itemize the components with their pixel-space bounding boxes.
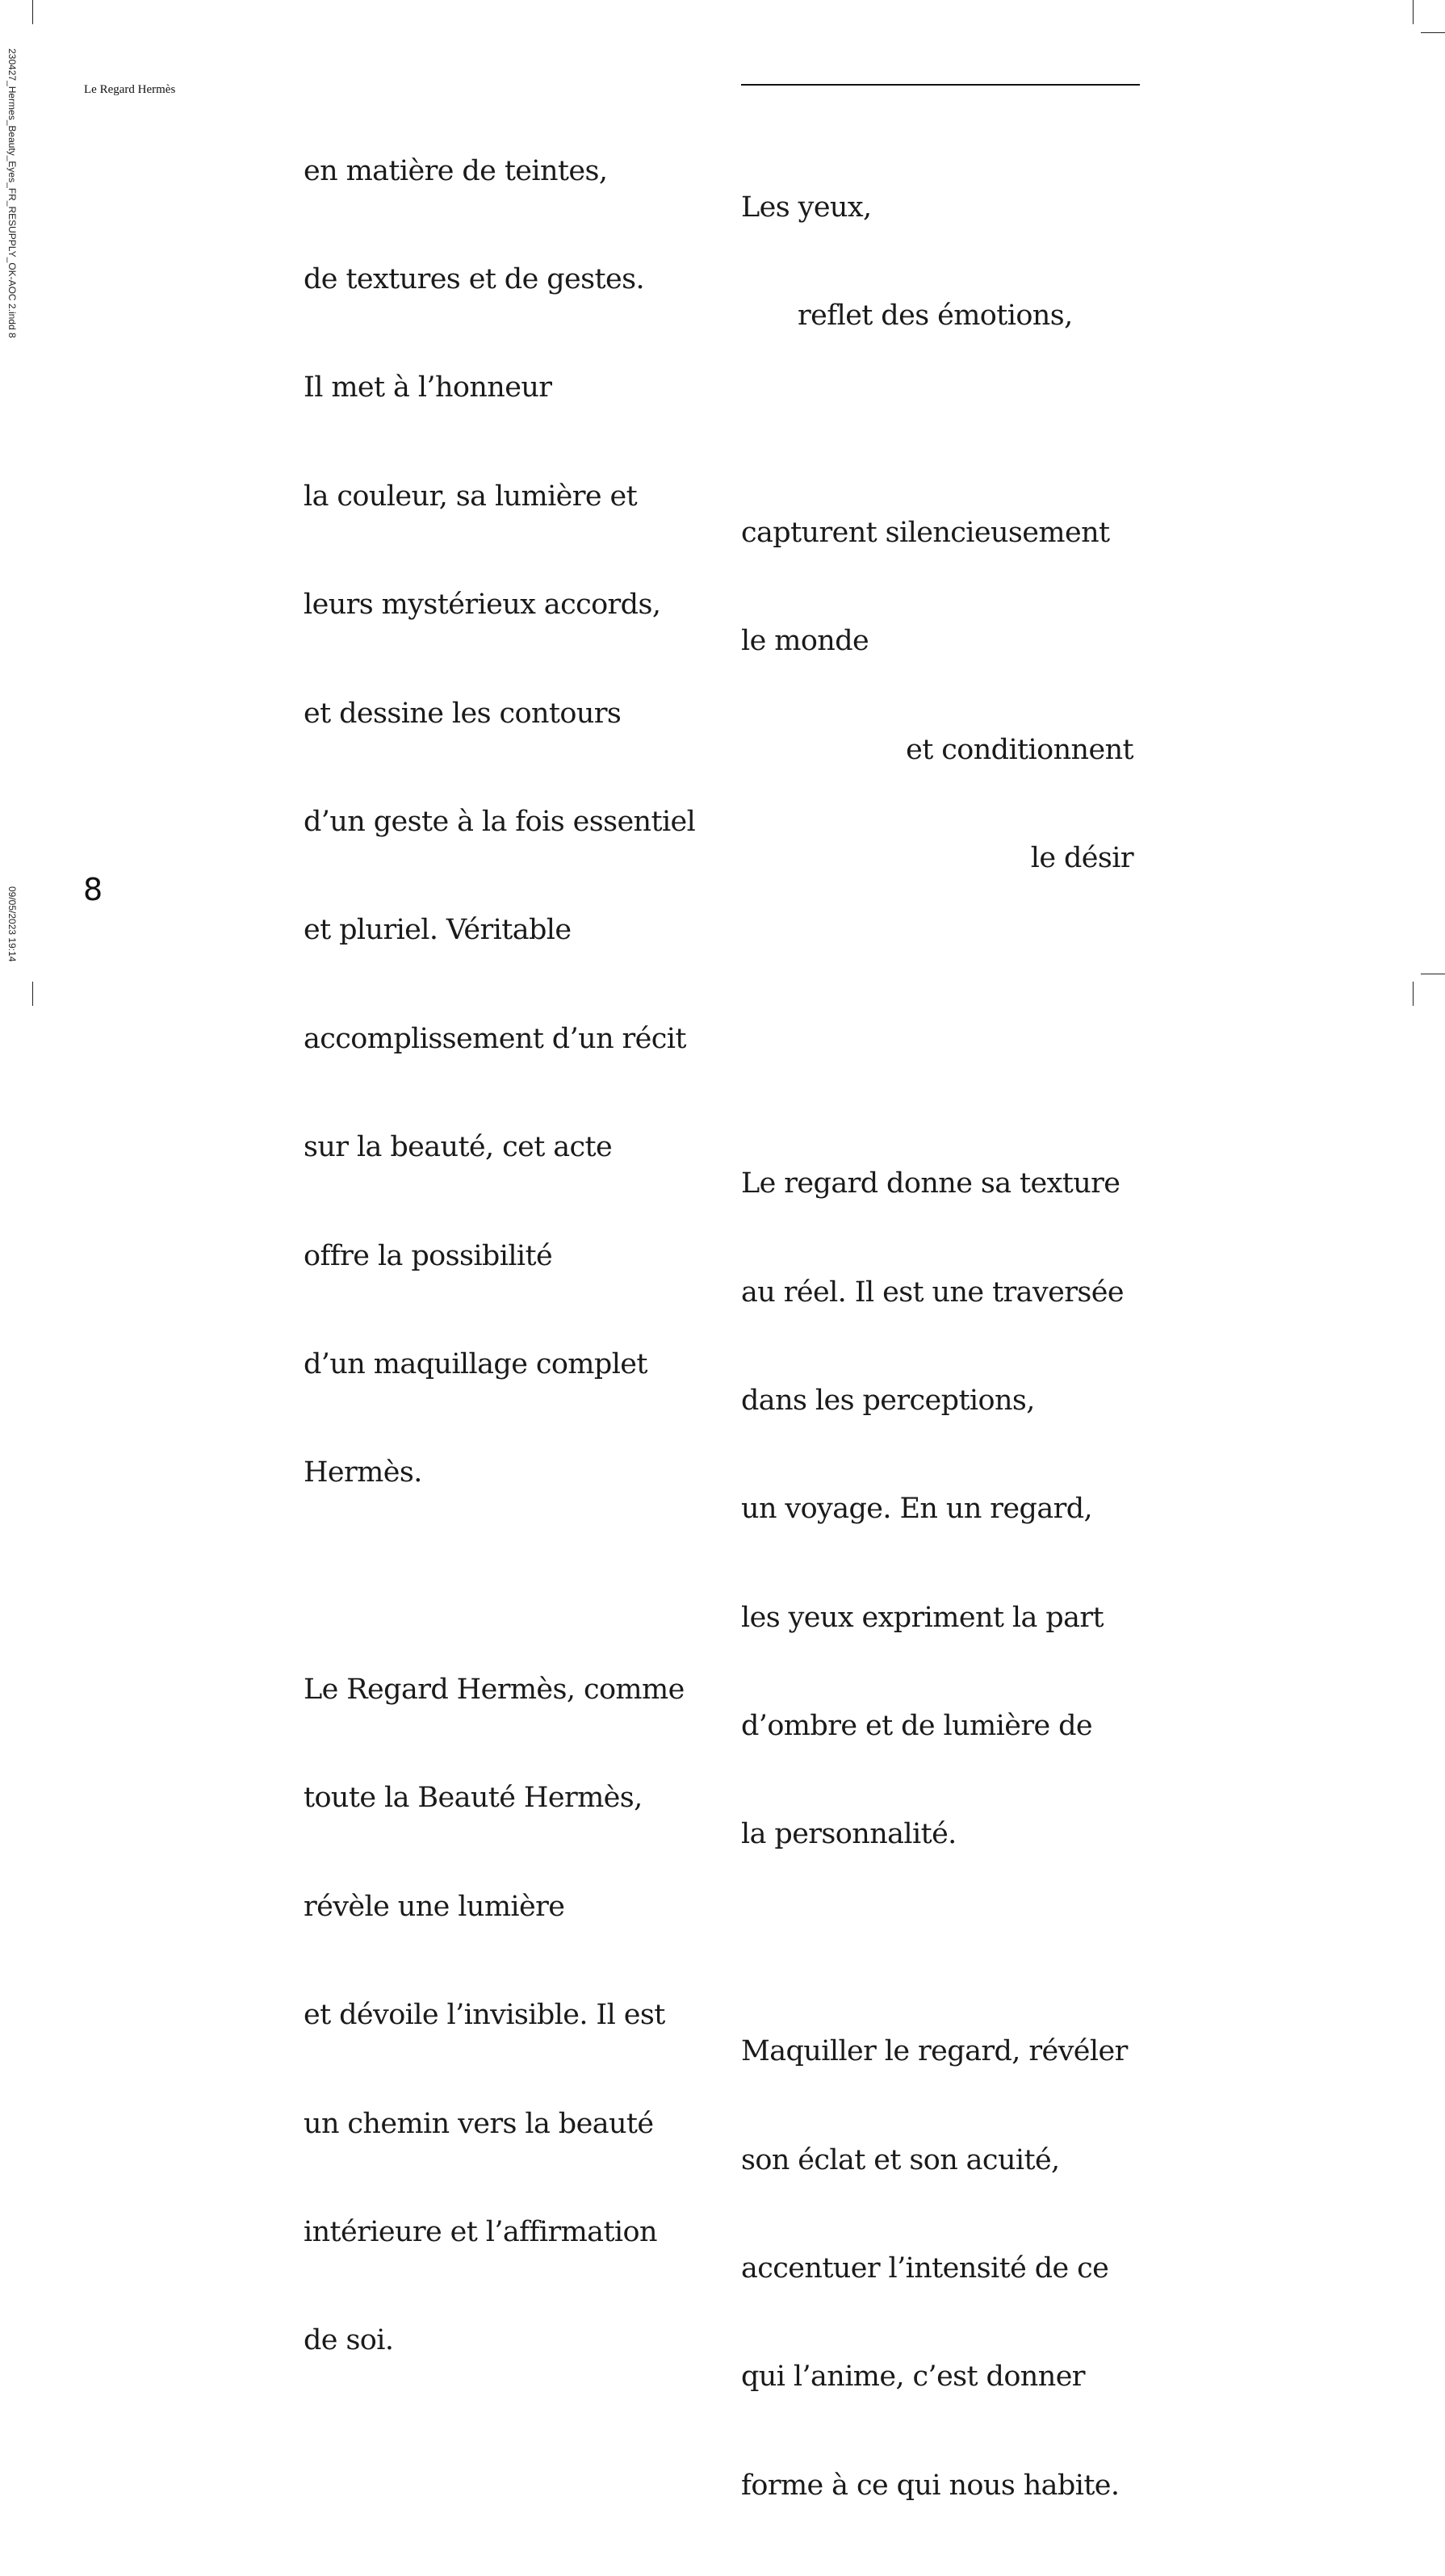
poem-line: capturent silencieusement bbox=[741, 516, 1110, 549]
text-line: Maquiller le regard, révéler bbox=[741, 2035, 1128, 2068]
text-line: son éclat et son acuité, bbox=[741, 2143, 1060, 2176]
crop-mark-top-left bbox=[32, 0, 33, 24]
text-line: Il met à l’honneur bbox=[304, 371, 552, 404]
text-line: et dévoile l’invisible. Il est bbox=[304, 1999, 665, 2032]
text-line: un chemin vers la beauté bbox=[304, 2107, 654, 2140]
text-line: toute la Beauté Hermès, bbox=[304, 1782, 643, 1815]
crop-mark-bottom-right bbox=[1413, 982, 1414, 1006]
poem-line: le monde bbox=[741, 625, 869, 658]
running-head: Le Regard Hermès bbox=[84, 83, 176, 96]
poem-line: le désir bbox=[1030, 841, 1133, 874]
text-line: révèle une lumière bbox=[304, 1890, 565, 1923]
paragraph-gap bbox=[741, 1925, 1145, 1962]
text-line: de soi. bbox=[304, 2324, 394, 2357]
page-number: 8 bbox=[83, 872, 103, 907]
section-gap bbox=[741, 1058, 1145, 1094]
poem-line: et conditionnent bbox=[906, 733, 1133, 766]
text-line: d’ombre et de lumière de bbox=[741, 1710, 1093, 1743]
text-line: la couleur, sa lumière et bbox=[304, 480, 638, 513]
text-line: au réel. Il est une traversée bbox=[741, 1275, 1124, 1309]
text-line: et dessine les contours bbox=[304, 697, 622, 730]
crop-mark-bottom-left bbox=[32, 982, 33, 1006]
text-line: Hermès. bbox=[304, 1456, 422, 1489]
text-line: offre la possibilité bbox=[304, 1239, 553, 1272]
text-line: les yeux expriment la part bbox=[741, 1601, 1104, 1634]
text-line: la personnalité. bbox=[741, 1818, 957, 1851]
text-line: d’un geste à la fois essentiel bbox=[304, 805, 696, 838]
text-line: qui l’anime, c’est donner bbox=[741, 2360, 1085, 2394]
text-line: de textures et de gestes. bbox=[304, 262, 644, 295]
crop-mark-top-right bbox=[1413, 0, 1414, 24]
crop-mark-right-top bbox=[1421, 32, 1445, 33]
section-gap bbox=[741, 949, 1145, 985]
text-line: accentuer l’intensité de ce bbox=[741, 2252, 1109, 2285]
right-text-column bbox=[741, 117, 1145, 2576]
stanza-gap bbox=[741, 406, 1145, 442]
horizontal-rule bbox=[741, 84, 1140, 86]
text-line: sur la beauté, cet acte bbox=[304, 1131, 613, 1164]
text-line: et pluriel. Véritable bbox=[304, 914, 572, 947]
text-line: d’un maquillage complet bbox=[304, 1347, 647, 1380]
paragraph-gap bbox=[304, 1564, 691, 1600]
text-line: forme à ce qui nous habite. bbox=[741, 2469, 1120, 2502]
slug-file-info: 230427_Hermes_Beauty_Eyes_FR_RESUPPLY_OK-AOC 2.indd 8 bbox=[6, 48, 18, 338]
text-line: dans les perceptions, bbox=[741, 1384, 1035, 1417]
poem-line: Les yeux, bbox=[741, 191, 872, 224]
poem-line: reflet des émotions, bbox=[798, 299, 1073, 332]
text-line: en matière de teintes, bbox=[304, 154, 608, 187]
text-line: leurs mystérieux accords, bbox=[304, 589, 661, 622]
left-text-column bbox=[304, 81, 696, 2431]
text-line: un voyage. En un regard, bbox=[741, 1493, 1093, 1526]
text-line: Le Regard Hermès, comme bbox=[304, 1673, 685, 1707]
text-line: intérieure et l’affirmation bbox=[304, 2216, 657, 2249]
text-line: accomplissement d’un récit bbox=[304, 1022, 686, 1055]
slug-date-time: 09/05/2023 19:14 bbox=[6, 886, 18, 962]
text-line: Le regard donne sa texture bbox=[741, 1167, 1120, 1200]
